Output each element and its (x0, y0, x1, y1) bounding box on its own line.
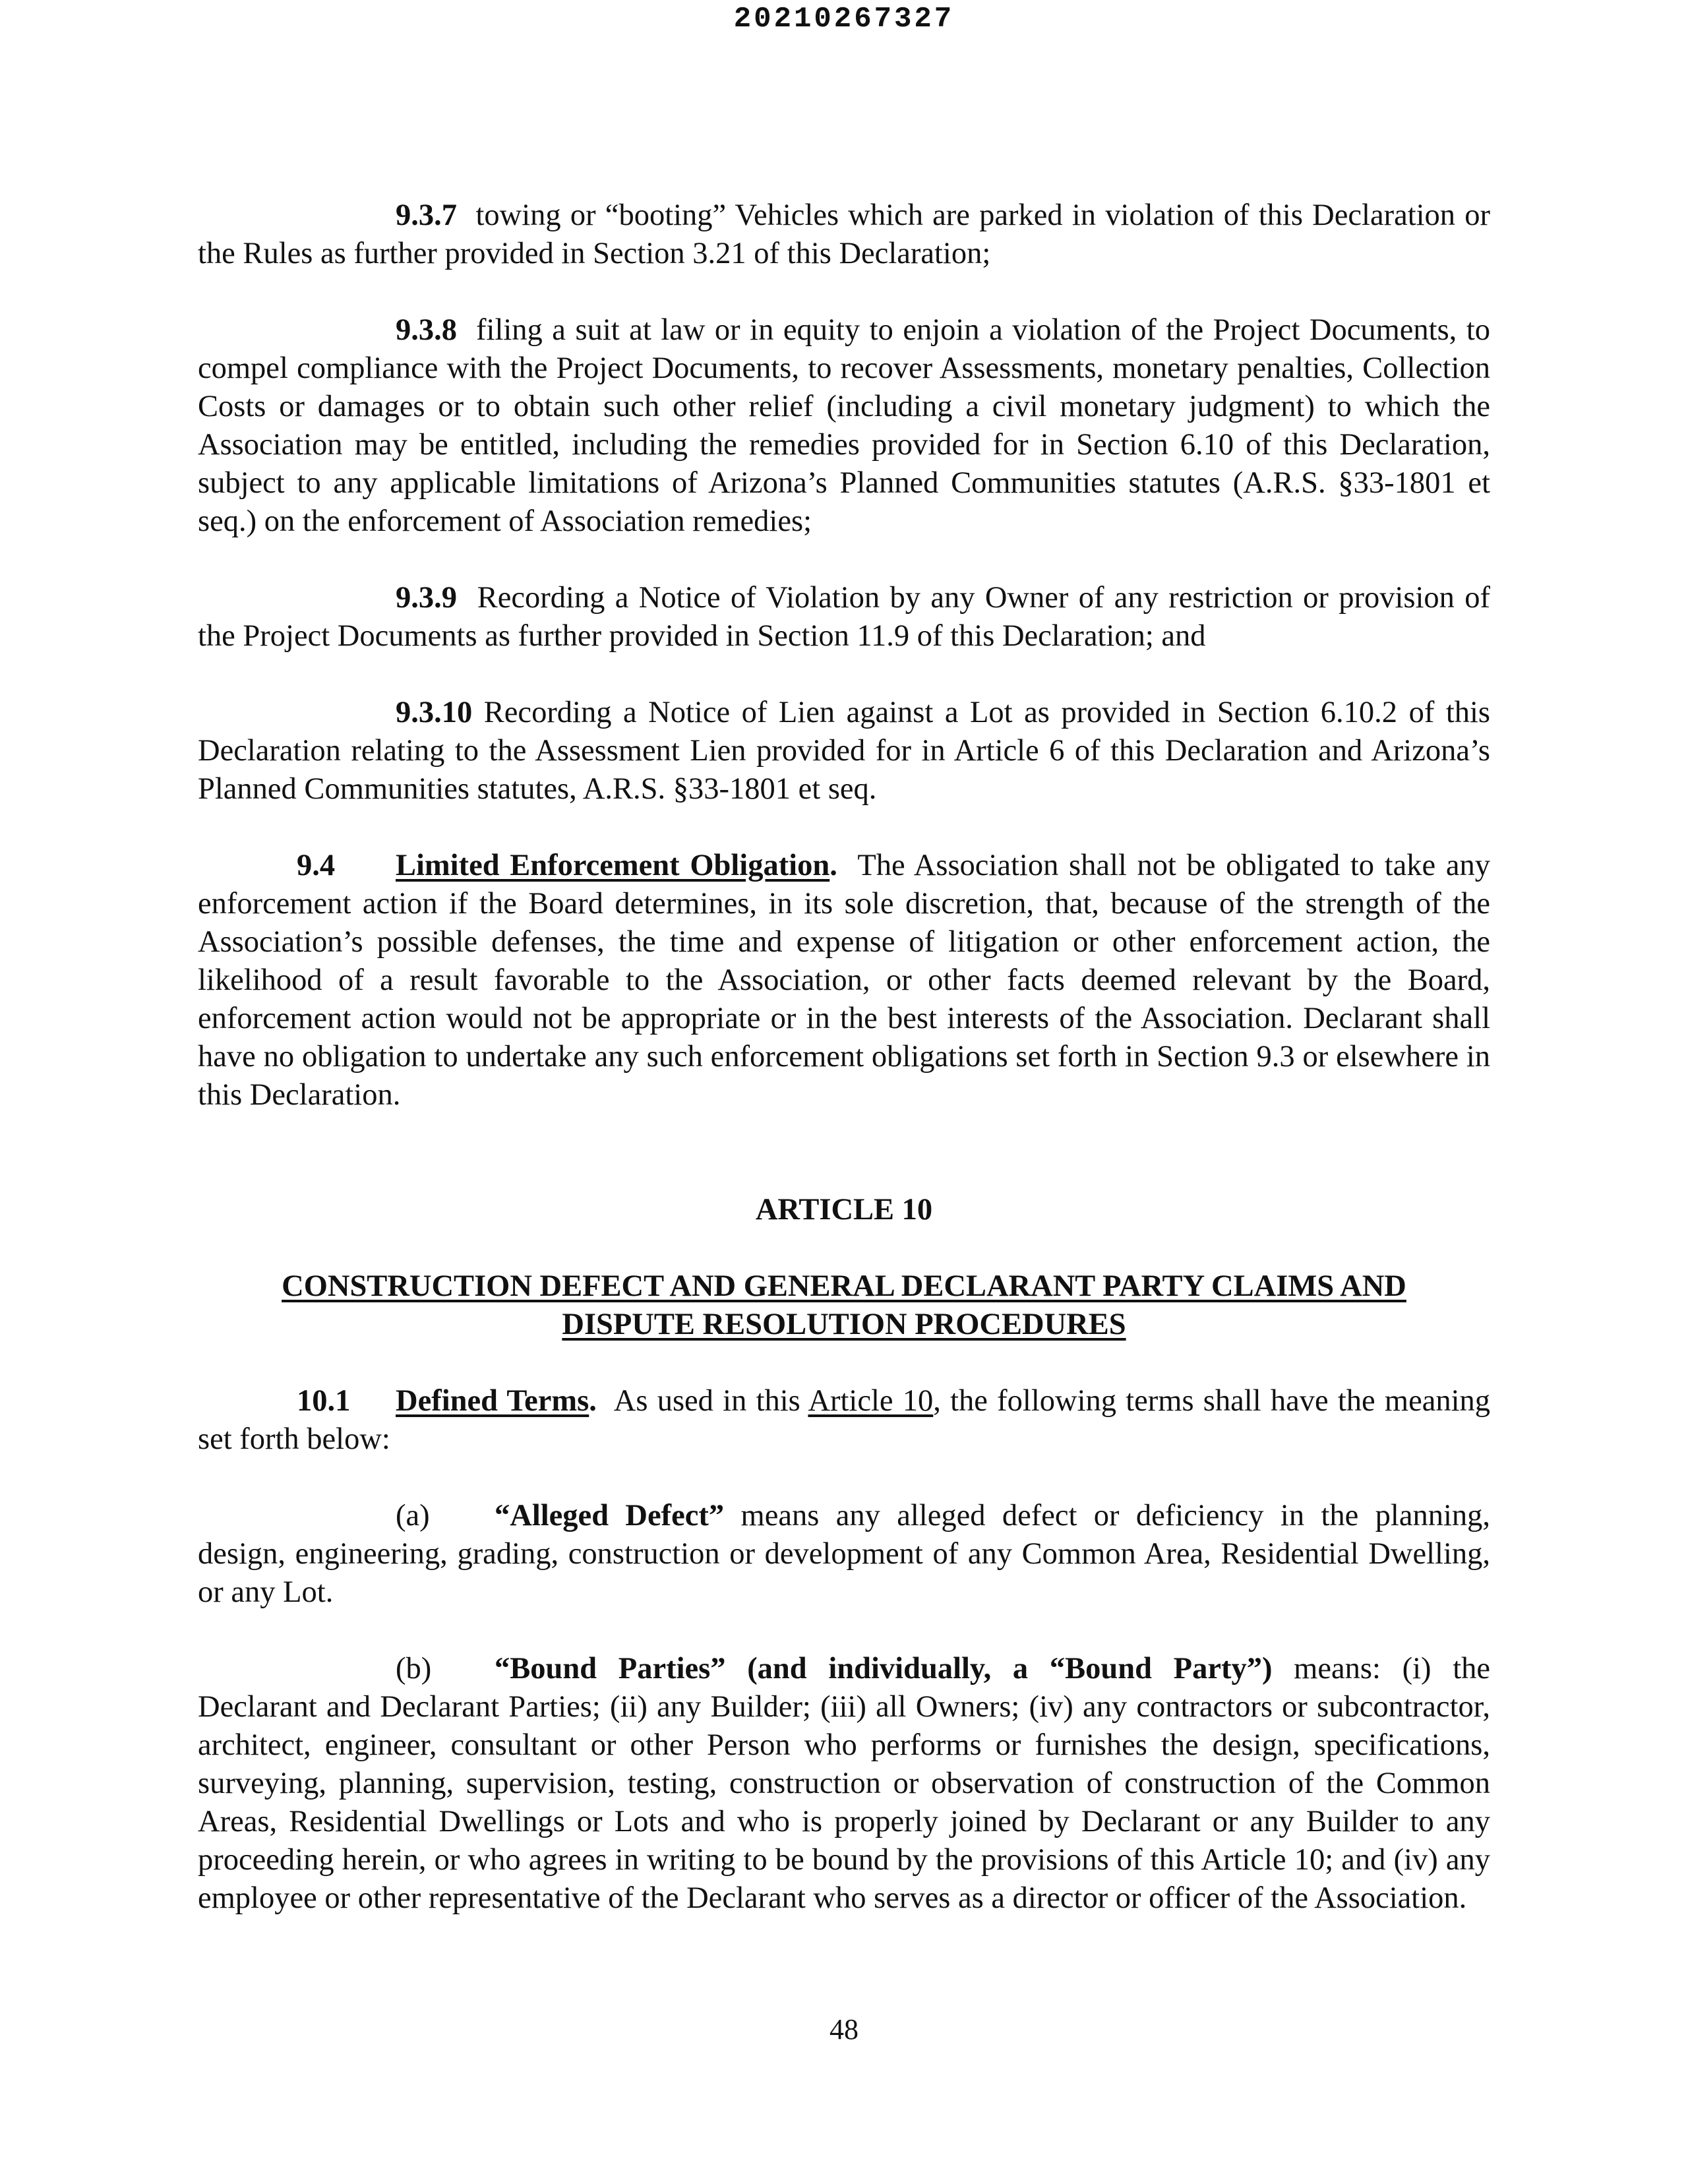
section-text: Recording a Notice of Lien against a Lot as provided in Section 6.10.2 of this Declaration relating to the Assessment Lien provided for in Article 6 of this Declaration and Arizona’s Planned Communities statutes, A.R.S. §33-1801 et seq. (198, 696, 1491, 806)
definition-a (198, 1497, 1490, 1612)
definition-b (198, 1650, 1490, 1918)
article-heading: ARTICLE 10 (755, 1193, 933, 1227)
section-text: towing or “booting” Vehicles which are parked in violation of this Declaration or the Rules as further provided in Section 3.21 of this Declaration; (198, 198, 1491, 270)
section-title: Defined Terms (396, 1384, 589, 1418)
section-9-3-10 (198, 694, 1490, 808)
item-label: (b) (396, 1652, 432, 1685)
page-number: 48 (829, 2013, 859, 2046)
definition-text: means any alleged defect or deficiency in the planning, design, engineering, grading, construction or development of any Common Area, Residential Dwelling, or any Lot. (198, 1499, 1491, 1609)
section-10-1 (198, 1382, 1490, 1459)
section-9-4 (198, 847, 1490, 1114)
section-number: 9.3.8 (396, 313, 457, 347)
page-body (198, 197, 1490, 1918)
section-9-3-9 (198, 579, 1490, 655)
section-text-continued: , the following terms shall have the meaning set forth below: (198, 1384, 1491, 1456)
section-text: Recording a Notice of Violation by any Owner of any restriction or provision of the Project Documents as further provided in Section 11.9 of this Declaration; and (198, 581, 1490, 653)
document-number: 20210267327 (733, 3, 955, 36)
defined-term: “Alleged Defect” (495, 1499, 725, 1532)
section-title: Limited Enforcement Obligation (396, 849, 830, 882)
article-reference: Article 10 (808, 1384, 934, 1418)
section-title-period: . (829, 849, 837, 882)
section-text: As used in this (613, 1384, 800, 1418)
section-number: 9.3.9 (396, 581, 457, 615)
section-9-3-7 (198, 197, 1490, 273)
definition-text: means: (i) the Declarant and Declarant Parties; (ii) any Builder; (iii) all Owners; (iv) any contractors or subcontractor, architect, engineer, consultant or other Person who performs or furnishes the design, specifications, surveying, planning, supervision, testing, construction or observation of construction of the Common Areas, Residential Dwellings or Lots and who is properly joined by Declarant or any Builder to any proceeding herein, or who agrees in writing to be bound by the provisions of this Article 10; and (iv) any employee or other representative of the Declarant who serves as a director or officer of the Association. (198, 1652, 1490, 1915)
article-title-line-2: DISPUTE RESOLUTION PROCEDURES (562, 1308, 1126, 1341)
section-number: 9.3.10 (396, 696, 473, 729)
item-label: (a) (396, 1499, 430, 1532)
defined-term: “Bound Parties” (and individually, a “Bound Party”) (495, 1652, 1273, 1685)
section-number: 9.3.7 (396, 198, 457, 232)
section-number: 9.4 (297, 849, 336, 882)
section-9-3-8 (198, 311, 1490, 541)
section-text: filing a suit at law or in equity to enjoin a violation of the Project Documents, to compel compliance with the Project Documents, to recover Assessments, monetary penalties, Collection Costs or damages or to obtain such other relief (including a civil monetary judgment) to which the Association may be entitled, including the remedies provided for in Section 6.10 of this Declaration, subject to any applicable limitations of Arizona’s Planned Communities statutes (A.R.S. §33-1801 et seq.) on the enforcement of Association remedies; (198, 313, 1490, 538)
section-number: 10.1 (297, 1384, 351, 1418)
article-title-line-1: CONSTRUCTION DEFECT AND GENERAL DECLARANT PARTY CLAIMS AND (282, 1269, 1406, 1303)
section-title-period: . (589, 1384, 597, 1418)
section-text: The Association shall not be obligated to take any enforcement action if the Board determines, in its sole discretion, that, because of the strength of the Association’s possible defenses, the time and expense of litigation or other enforcement action, the likelihood of a result favorable to the Association, or other facts deemed relevant by the Board, enforcement action would not be appropriate or in the best interests of the Association. Declarant shall have no obligation to undertake any such enforcement obligations set forth in Section 9.3 or elsewhere in this Declaration. (198, 849, 1490, 1112)
article-title (198, 1267, 1490, 1344)
